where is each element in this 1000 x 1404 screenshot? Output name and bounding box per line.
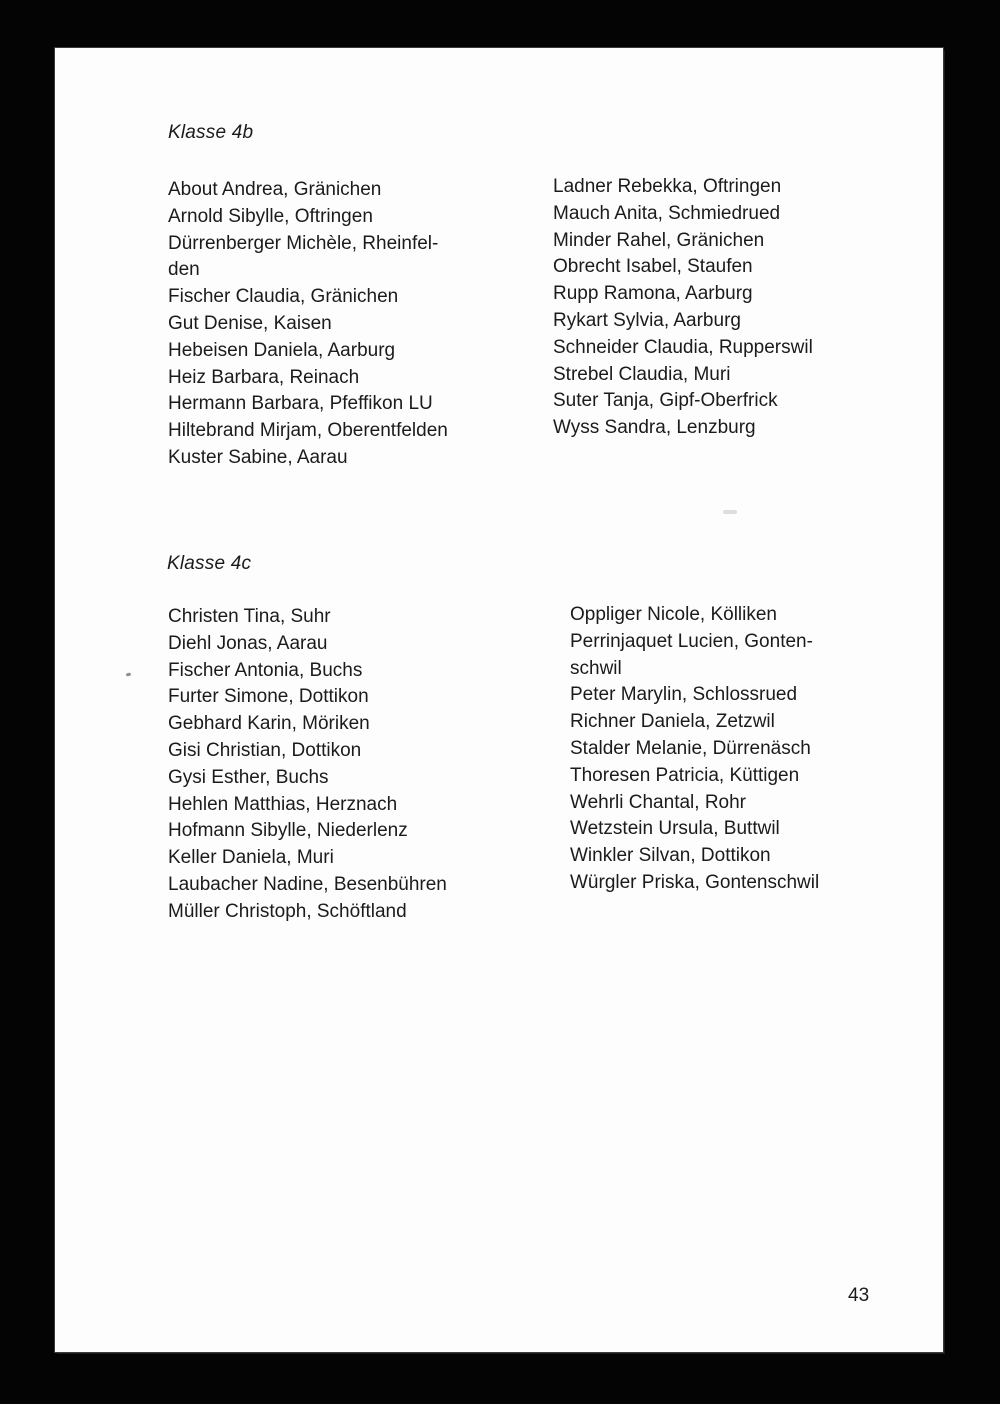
list-line: Fischer Claudia, Gränichen — [168, 286, 399, 308]
scan-smudge-artifact — [723, 510, 737, 514]
list-line: Winkler Silvan, Dottikon — [570, 845, 771, 867]
klasse-4b-right-column — [553, 174, 813, 442]
list-line: Rykart Sylvia, Aarburg — [553, 309, 741, 331]
list-line: Gut Denise, Kaisen — [168, 312, 332, 334]
list-line: Hofmann Sibylle, Niederlenz — [168, 820, 408, 842]
document-page — [55, 48, 943, 1352]
list-line: schwil — [570, 657, 622, 679]
list-line: Diehl Jonas, Aarau — [168, 632, 328, 654]
list-line: Keller Daniela, Muri — [168, 847, 334, 869]
list-line: Würgler Priska, Gontenschwil — [570, 871, 820, 893]
list-line: Fischer Antonia, Buchs — [168, 659, 363, 681]
list-line: Arnold Sibylle, Oftringen — [168, 205, 373, 227]
list-line: Richner Daniela, Zetzwil — [570, 711, 775, 733]
list-line: Hebeisen Daniela, Aarburg — [168, 339, 396, 361]
list-line: About Andrea, Gränichen — [168, 179, 382, 200]
list-line: Obrecht Isabel, Staufen — [553, 256, 753, 278]
list-line: Hiltebrand Mirjam, Oberentfelden — [168, 420, 448, 442]
list-line: Hermann Barbara, Pfeffikon LU — [168, 393, 433, 415]
list-line: Ladner Rebekka, Oftringen — [553, 176, 782, 197]
klasse-4c-left-column — [168, 604, 447, 926]
scan-speck-artifact — [126, 672, 132, 676]
list-line: Laubacher Nadine, Besenbühren — [168, 873, 447, 895]
list-line: Müller Christoph, Schöftland — [168, 900, 407, 922]
list-line: Minder Rahel, Gränichen — [553, 229, 765, 251]
list-line: Mauch Anita, Schmiedrued — [553, 202, 781, 224]
list-line: Rupp Ramona, Aarburg — [553, 283, 753, 305]
list-line: Peter Marylin, Schlossrued — [570, 684, 798, 706]
list-line: Stalder Melanie, Dürrenäsch — [570, 737, 811, 759]
list-line: Thoresen Patricia, Küttigen — [570, 764, 800, 786]
list-line: Christen Tina, Suhr — [168, 606, 331, 627]
list-line: Oppliger Nicole, Kölliken — [570, 604, 777, 625]
list-line: Hehlen Matthias, Herznach — [168, 793, 398, 815]
list-line: Gebhard Karin, Möriken — [168, 713, 370, 735]
page-number: 43 — [848, 1285, 870, 1306]
list-line: Strebel Claudia, Muri — [553, 363, 731, 385]
list-line: Dürrenberger Michèle, Rheinfel- — [168, 232, 439, 254]
list-line: Perrinjaquet Lucien, Gonten- — [570, 630, 813, 652]
list-line: Furter Simone, Dottikon — [168, 686, 369, 708]
list-line: Wyss Sandra, Lenzburg — [553, 417, 756, 439]
list-line: Wetzstein Ursula, Buttwil — [570, 818, 780, 840]
list-line: den — [168, 259, 200, 281]
list-line: Schneider Claudia, Rupperswil — [553, 336, 813, 358]
section-heading-klasse-4c: Klasse 4c — [167, 553, 252, 574]
list-line: Kuster Sabine, Aarau — [168, 446, 348, 468]
list-line: Suter Tanja, Gipf-Oberfrick — [553, 390, 778, 412]
list-line: Wehrli Chantal, Rohr — [570, 791, 747, 813]
list-line: Gisi Christian, Dottikon — [168, 739, 362, 761]
section-heading-klasse-4b: Klasse 4b — [168, 122, 254, 143]
klasse-4b-left-column — [168, 177, 448, 472]
klasse-4c-right-column — [570, 602, 819, 897]
list-line: Heiz Barbara, Reinach — [168, 366, 360, 388]
list-line: Gysi Esther, Buchs — [168, 766, 329, 788]
